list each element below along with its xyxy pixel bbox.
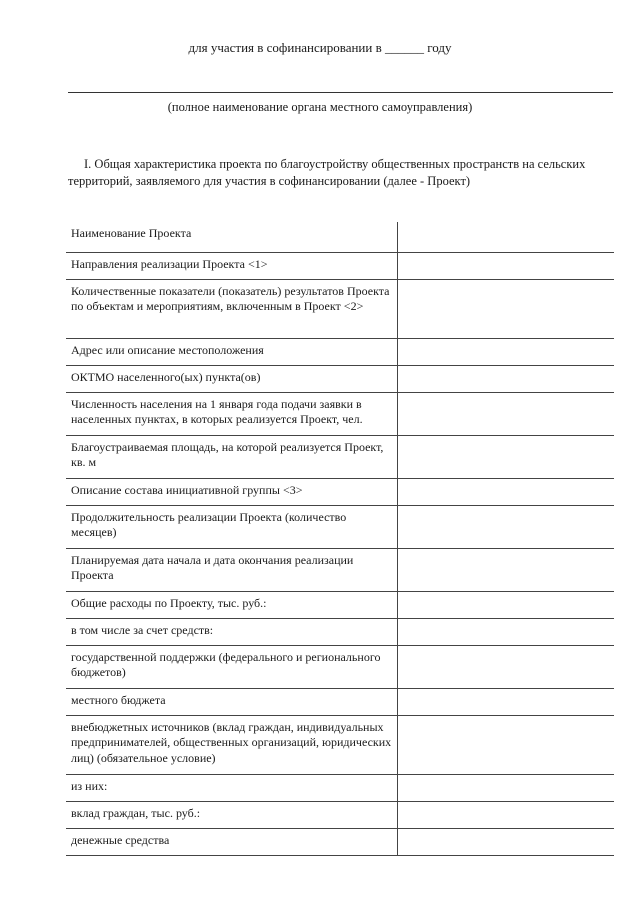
row-value-cell[interactable]: [398, 828, 614, 855]
table-row: [66, 252, 614, 279]
row-label: вклад граждан, тыс. руб.:: [66, 801, 398, 828]
table-row: [66, 618, 614, 645]
row-label: Планируемая дата начала и дата окончания реализации Проекта: [66, 548, 398, 591]
table-row: [66, 548, 614, 591]
organ-name-underline: [68, 92, 613, 93]
row-label: Общие расходы по Проекту, тыс. руб.:: [66, 591, 398, 618]
row-value-cell[interactable]: [398, 365, 614, 392]
row-label: Наименование Проекта: [66, 222, 398, 252]
row-value-cell[interactable]: [398, 774, 614, 801]
row-value-cell[interactable]: [398, 618, 614, 645]
table-row: [66, 505, 614, 548]
row-label: внебюджетных источников (вклад граждан, индивидуальных предпринимателей, общественных организаций, юридических лиц) (обязательное условие): [66, 715, 398, 774]
table-row: [66, 645, 614, 688]
row-label: Направления реализации Проекта <1>: [66, 252, 398, 279]
table-row: [66, 338, 614, 365]
row-value-cell[interactable]: [398, 478, 614, 505]
row-value-cell[interactable]: [398, 222, 614, 252]
table-row: [66, 222, 614, 252]
row-label: местного бюджета: [66, 688, 398, 715]
organ-name-caption: (полное наименование органа местного самоуправления): [167, 100, 473, 114]
row-label: Количественные показатели (показатель) результатов Проекта по объектам и мероприятиям, включенным в Проект <2>: [66, 279, 398, 338]
project-characteristics-table: [66, 222, 614, 856]
row-label: Адрес или описание местоположения: [66, 338, 398, 365]
row-value-cell[interactable]: [398, 338, 614, 365]
row-value-cell[interactable]: [398, 252, 614, 279]
table-row: [66, 774, 614, 801]
row-value-cell[interactable]: [398, 505, 614, 548]
row-value-cell[interactable]: [398, 548, 614, 591]
row-label: в том числе за счет средств:: [66, 618, 398, 645]
table-row: [66, 715, 614, 774]
row-value-cell[interactable]: [398, 591, 614, 618]
section-title: I. Общая характеристика проекта по благоустройству общественных пространств на сельских территорий, заявляемого для участия в софинансировании (далее - Проект): [68, 157, 586, 188]
row-value-cell[interactable]: [398, 688, 614, 715]
row-label: денежные средства: [66, 828, 398, 855]
table-row: [66, 828, 614, 855]
row-label: из них:: [66, 774, 398, 801]
row-label: ОКТМО населенного(ых) пункта(ов): [66, 365, 398, 392]
row-label: Описание состава инициативной группы <3>: [66, 478, 398, 505]
row-value-cell[interactable]: [398, 279, 614, 338]
table-row: [66, 801, 614, 828]
table-row: [66, 591, 614, 618]
row-value-cell[interactable]: [398, 392, 614, 435]
row-value-cell[interactable]: [398, 645, 614, 688]
row-value-cell[interactable]: [398, 801, 614, 828]
table-row: [66, 279, 614, 338]
row-label: государственной поддержки (федерального и регионального бюджетов): [66, 645, 398, 688]
row-label: Благоустраиваемая площадь, на которой реализуется Проект, кв. м: [66, 435, 398, 478]
table-row: [66, 392, 614, 435]
heading-line: для участия в софинансировании в ______ году: [188, 40, 452, 55]
table-row: [66, 478, 614, 505]
row-label: Численность населения на 1 января года подачи заявки в населенных пунктах, в которых реализуется Проект, чел.: [66, 392, 398, 435]
table-row: [66, 365, 614, 392]
row-value-cell[interactable]: [398, 715, 614, 774]
row-value-cell[interactable]: [398, 435, 614, 478]
table-row: [66, 688, 614, 715]
row-label: Продолжительность реализации Проекта (количество месяцев): [66, 505, 398, 548]
table-row: [66, 435, 614, 478]
